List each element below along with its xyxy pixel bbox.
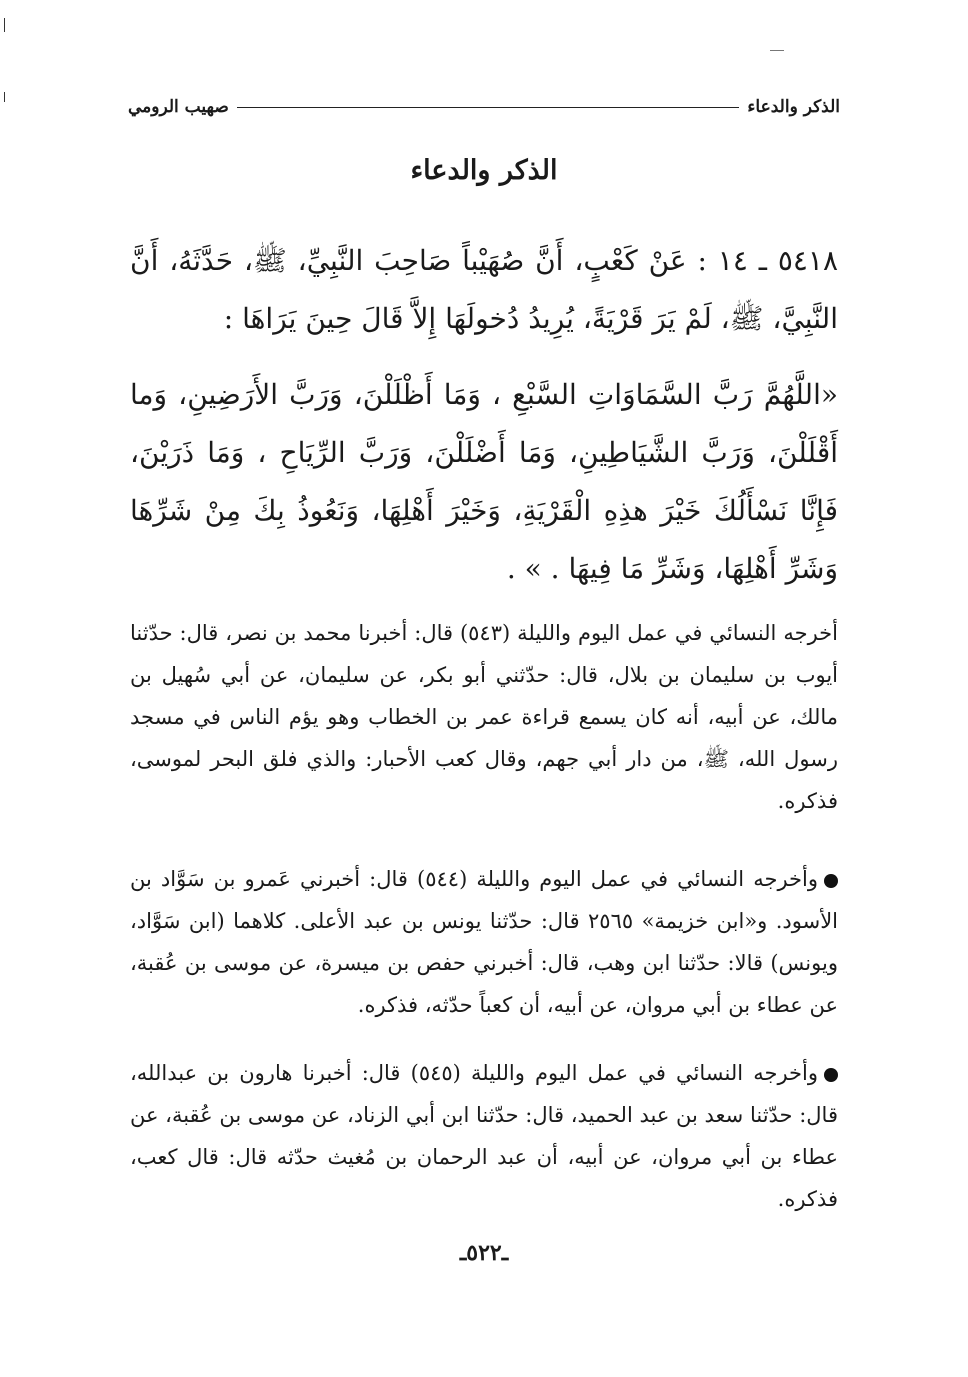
bullet-icon [824,1068,838,1082]
running-header [128,92,840,122]
source-text: وأخرجه النسائي في عمل اليوم والليلة (٥٤٤) قال: أخبرني عَمرو بن سَوَّاد بن الأسود. و«ابن خزيمة» ٢٥٦٥ قال: حدّثنا يونس بن عبد الأعلى. كلاهما (ابن سَوَّاد، ويونس) قالا: حدّثنا ابن وهب، قال: أخبرني حفص بن ميسرة، عن موسى بن عُقبة، عن عطاء بن أبي مروان، عن أبيه، أن كعباً حدّثه، فذكره. [130,867,839,1017]
hadith-dua: «اللَّهُمَّ رَبَّ السَّمَاوَاتِ السَّبْعِ ، وَمَا أَظْلَلْنَ، وَرَبَّ الأَرَضِينِ، وَما أَقْلَلْنَ، وَرَبَّ الشَّيَاطِينِ، وَمَا أَضْلَلْنَ، وَرَبَّ الرِّيَاحِ ، وَمَا ذَرَيْنَ، فَإِنَّا نَسْأَلُكَ خَيْرَ هذِهِ الْقَرْيَةِ، وَخَيْرَ أَهْلِهَا، وَنَعُوذُ بِكَ مِنْ شَرِّهَا وَشَرِّ أَهْلِهَا، وَشَرِّ مَا فِيهَا . » . [130,378,838,585]
header-rule [237,107,740,108]
source-paragraph [130,1052,838,1220]
page-number: ـ٥٢٢ـ [459,1240,509,1266]
header-chapter: الذكر والدعاء [747,97,840,117]
source-paragraph [130,858,838,1026]
bullet-icon [824,874,838,888]
source-paragraph [130,612,838,822]
scan-edge-mark [4,92,5,102]
scan-edge-mark [4,18,5,32]
hadith-intro: ٥٤١٨ ـ ١٤ : عَنْ كَعْبٍ، أَنَّ صُهَيْباً صَاحِبَ النَّبِيِّ، ﷺ، حَدَّثَهُ، أَنَّ النَّبِيَّ، ﷺ، لَمْ يَرَ قَرْيَةً، يُرِيدُ دُخولَهَا إِلاَّ قَالَ حِينَ يَرَاهَا : [130,244,838,335]
chapter-title: الذكر والدعاء [410,155,558,186]
source-text: وأخرجه النسائي في عمل اليوم والليلة (٥٤٥) قال: أخبرنا هارون بن عبدالله، قال: حدّثنا سعد بن عبد الحميد، قال: حدّثنا ابن أبي الزناد، عن موسى بن عُقبة، عن عطاء بن أبي مروان، عن أبيه، أن عبد الرحمان بن مُغيث حدّثه قال: قال كعب، فذكره. [129,1061,838,1211]
scan-dash [770,50,784,51]
source-text: أخرجه النسائي في عمل اليوم والليلة (٥٤٣) قال: أخبرنا محمد بن نصر، قال: حدّثنا أيوب بن سليمان بن بلال، قال: حدّثني أبو بكر، عن سليمان، عن أبي سُهيل بن مالك، عن أبيه، أنه كان يسمع قراءة عمر بن الخطاب وهو يؤم الناس في مسجد رسول الله، ﷺ، من دار أبي جهم، وقال كعب الأحبار: والذي فلق البحر لموسى، فذكره. [130,621,838,813]
header-companion: صهيب الرومي [128,97,229,117]
